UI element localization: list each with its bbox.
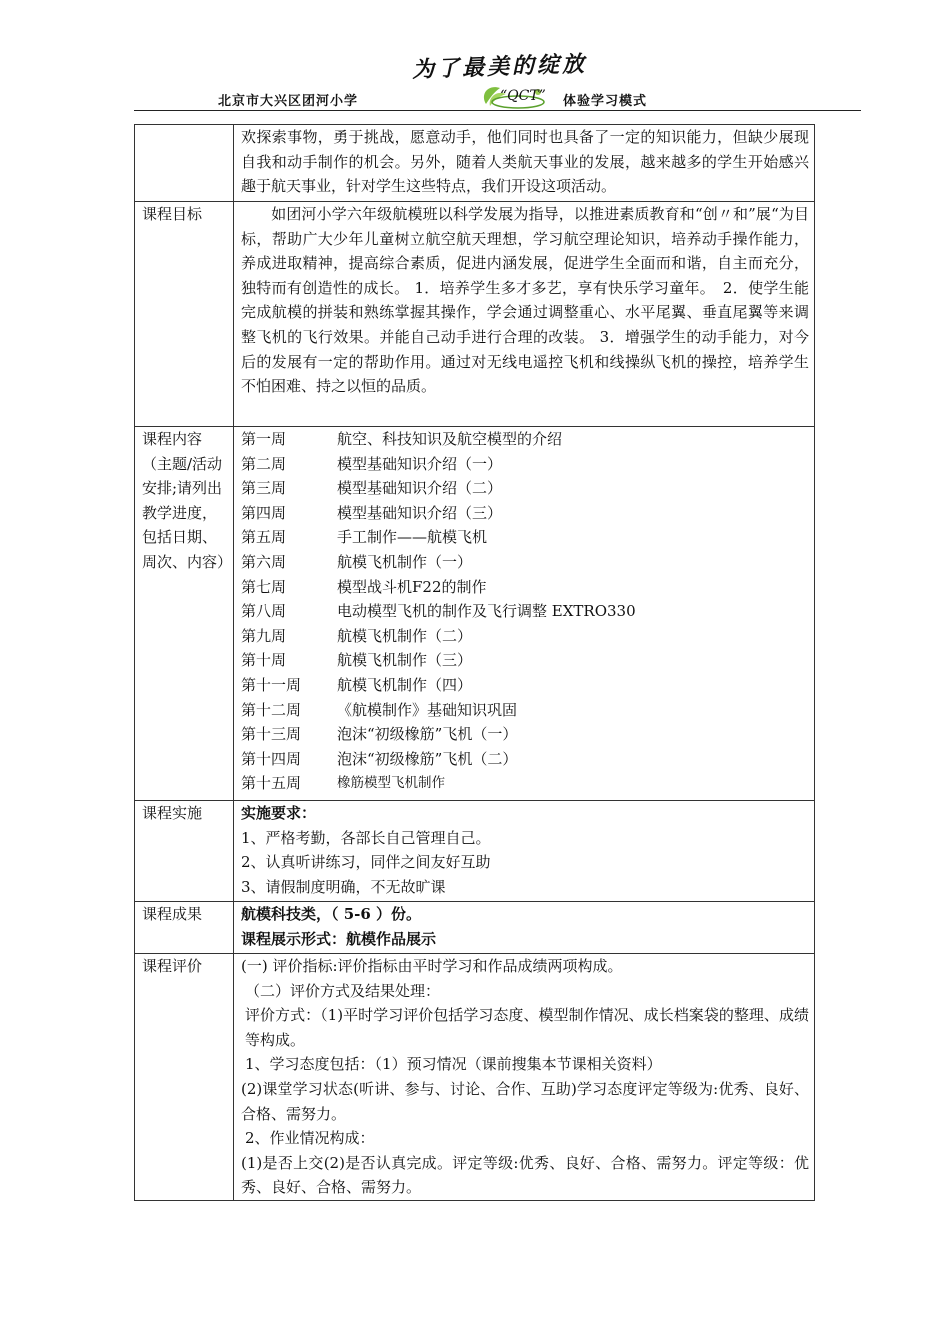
week-row — [241, 698, 809, 723]
goal-text: 如团河小学六年级航模班以科学发展为指导，以推进素质教育和“创〃和”展“为目标，帮助广大少年儿童树立航空航天理想，学习航空理论知识，培养动手操作能力，养成进取精神，提高综合素质，促进内涵发展，促进学生全面而和谐，自主而充分，独特而有创造性的成长。 1．培养学生多才多艺，享有快乐学习童年。 2．使学生能完成航模的拼装和熟练掌握其操作，学会通过调整重心、水平尾翼、垂直尾翼等来调整飞机的飞行效果。并能自己动手进行合理的改装。 3．增强学生的动手能力，对今后的发展有一定的帮助作用。通过对无线电遥控飞机和线操纵飞机的操控，培养学生不怕困难、持之以恒的品质。 — [234, 202, 815, 427]
week-row — [241, 452, 809, 477]
week-row — [241, 550, 809, 575]
week-label: 第十二周 — [241, 700, 302, 719]
week-row — [241, 771, 809, 796]
week-label: 第十三周 — [241, 725, 302, 744]
result-display-form: 课程展示形式：航模作品展示 — [241, 929, 437, 948]
week-topic: 模型基础知识介绍（一） — [337, 454, 503, 473]
week-topic: 手工制作——航模飞机 — [337, 528, 488, 547]
week-topic: 泡沫“初级橡筋”飞机（二） — [337, 749, 518, 768]
week-topic: 橡筋模型飞机制作 — [337, 775, 445, 792]
qct-badge: “QCT” — [500, 88, 546, 104]
goal-row — [135, 202, 815, 427]
week-row — [241, 525, 809, 550]
week-topic: 泡沫“初级橡筋”飞机（一） — [337, 725, 518, 744]
evaluation-line: (2)课堂学习状态(听讲、参与、讨论、合作、互助)学习态度评定等级为:优秀、良好、合格、需努力。 — [241, 1079, 809, 1123]
evaluation-line: 评价方式：（1)平时学习评价包括学习态度、模型制作情况、成长档案袋的整理、成绩等构成。 — [245, 1006, 809, 1049]
week-row — [241, 476, 809, 501]
header-motto: 为了最美的绽放 — [411, 51, 588, 84]
week-label: 第一周 — [241, 430, 287, 448]
week-label: 第七周 — [241, 577, 287, 596]
week-label: 第三周 — [241, 479, 287, 498]
week-label: 第四周 — [241, 503, 287, 522]
intro-row — [135, 125, 815, 202]
week-topic: 航模飞机制作（二） — [337, 626, 473, 645]
week-topic: 电动模型飞机的制作及飞行调整 EXTRO330 — [337, 602, 636, 621]
implement-heading: 实施要求： — [241, 804, 317, 822]
evaluation-label: 课程评价 — [135, 954, 234, 1201]
implement-content — [234, 801, 815, 902]
week-schedule — [234, 427, 815, 801]
week-topic: 模型基础知识介绍（三） — [337, 503, 503, 522]
week-topic: 《航模制作》基础知识巩固 — [337, 700, 518, 719]
course-table — [134, 124, 815, 1201]
evaluation-line: 2、作业情况构成： — [245, 1129, 375, 1148]
content-label: 课程内容（主题/活动安排;请列出教学进度，包括日期、周次、内容） — [135, 427, 234, 801]
week-row — [241, 575, 809, 600]
week-row — [241, 427, 809, 452]
evaluation-line: 1、学习态度包括：（1）预习情况（课前搜集本节课相关资料） — [245, 1055, 662, 1074]
week-label: 第十四周 — [241, 749, 302, 768]
week-row — [241, 673, 809, 698]
week-row — [241, 722, 809, 747]
content-row — [135, 427, 815, 801]
week-label: 第八周 — [241, 602, 287, 621]
learning-mode-label: 体验学习模式 — [563, 94, 648, 109]
evaluation-line: (1)是否上交(2)是否认真完成。评定等级:优秀、良好、合格、需努力。评定等级：优秀、良好、合格、需努力。 — [241, 1153, 809, 1197]
week-topic: 航模飞机制作（一） — [337, 552, 473, 571]
implement-item: 1、严格考勤，各部长自己管理自己。 — [241, 828, 491, 847]
implement-item: 3、请假制度明确，不无故旷课 — [241, 877, 446, 896]
result-row — [135, 902, 815, 954]
week-row — [241, 624, 809, 649]
week-topic: 航模飞机制作（三） — [337, 651, 473, 670]
week-topic: 模型战斗机F22的制作 — [337, 577, 487, 596]
goal-label: 课程目标 — [135, 202, 234, 427]
result-content — [234, 902, 815, 954]
intro-text: 欢探索事物，勇于挑战，愿意动手，他们同时也具备了一定的知识能力，但缺少展现自我和动手制作的机会。另外，随着人类航天事业的发展，越来越多的学生开始感兴趣于航天事业，针对学生这些特点，我们开设这项活动。 — [234, 125, 815, 202]
implement-label: 课程实施 — [135, 801, 234, 902]
week-label: 第二周 — [241, 454, 287, 473]
result-count: 航模科技类，（ 5-6 ）份。 — [241, 905, 422, 923]
week-label: 第十周 — [241, 651, 287, 670]
implement-item: 2、认真听讲练习，同伴之间友好互助 — [241, 853, 491, 872]
week-topic: 航模飞机制作（四） — [337, 675, 473, 694]
intro-label — [135, 125, 234, 202]
evaluation-line: (一) 评价指标:评价指标由平时学习和作品成绩两项构成。 — [241, 957, 623, 975]
week-label: 第五周 — [241, 528, 287, 547]
week-row — [241, 501, 809, 526]
week-label: 第六周 — [241, 552, 287, 571]
evaluation-line: （二）评价方式及结果处理： — [245, 981, 441, 1000]
evaluation-content — [234, 954, 815, 1201]
week-row — [241, 599, 809, 624]
evaluation-row — [135, 954, 815, 1201]
week-row — [241, 747, 809, 772]
week-topic: 模型基础知识介绍（二） — [337, 479, 503, 498]
week-row — [241, 648, 809, 673]
week-label: 第十一周 — [241, 675, 302, 694]
week-label: 第十五周 — [241, 774, 302, 793]
result-label: 课程成果 — [135, 902, 234, 954]
week-topic: 航空、科技知识及航空模型的介绍 — [337, 430, 563, 448]
school-name: 北京市大兴区团河小学 — [218, 94, 359, 109]
header-divider — [134, 110, 861, 111]
implement-row — [135, 801, 815, 902]
week-label: 第九周 — [241, 626, 287, 645]
